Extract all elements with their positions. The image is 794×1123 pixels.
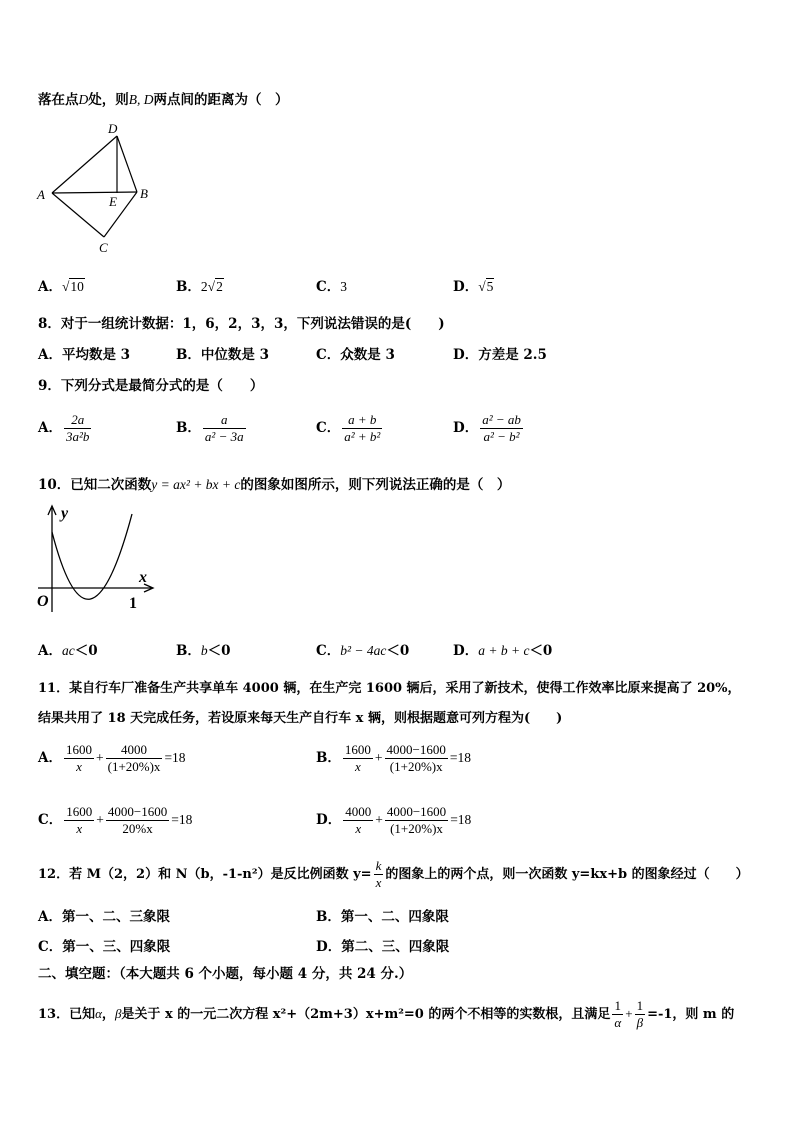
q10-option-c[interactable] [316, 639, 409, 659]
q9-stem: 9．下列分式是最简分式的是（ ） [38, 378, 264, 394]
option-text: A．第一、二、三象限 [38, 909, 170, 925]
q12-option-a[interactable] [38, 905, 170, 925]
numerator: 1 [636, 998, 644, 1013]
numerator: 2a [64, 412, 91, 429]
q8-stem: 8．对于一组统计数据：1，6，2，3，3，下列说法错误的是( ) [38, 316, 445, 332]
graph-label-one: 1 [129, 595, 137, 612]
q11-stem-line1: 11．某自行车厂准备生产共享单车 4000 辆，在生产完 1600 辆后，采用了新技术，使得工作效率比原来提高了 20%， [38, 681, 741, 696]
denominator: (1+20%)x [107, 759, 161, 774]
option-expression: ac [61, 643, 75, 658]
q10-text-a: 10．已知二次函数 [38, 477, 152, 493]
option-expression: b² − 4ac [340, 643, 387, 658]
radicand: 10 [70, 279, 84, 294]
numerator: a + b [342, 412, 382, 429]
q11-option-d[interactable]: D． $\frac{4000}{x}$ + $\frac{4000-1600}{(1+20\%)x}$ =18 [316, 804, 472, 836]
q8-option-d[interactable] [453, 343, 547, 363]
option-letter: A． [38, 420, 62, 436]
q13-text-a: 13．已知 [38, 1007, 96, 1022]
numerator: 1600 [65, 742, 92, 757]
denominator: x [76, 759, 82, 774]
option-relation: ＜0 [529, 643, 553, 659]
q8-option-a[interactable] [38, 343, 130, 363]
q9-option-c[interactable] [316, 412, 384, 445]
option-letter: A． [38, 750, 62, 766]
option-text: D．方差是 2.5 [453, 347, 547, 363]
denominator: 3a²b [65, 429, 90, 444]
numerator: 4000−1600 [386, 804, 447, 819]
denominator: β [636, 1015, 644, 1030]
q13-stem [38, 998, 734, 1031]
numerator: 1600 [344, 742, 371, 757]
option-letter: C． [316, 643, 341, 659]
option-rhs: =18 [450, 812, 472, 827]
denominator: x [76, 821, 83, 836]
option-text: B．第一、二、四象限 [316, 909, 449, 925]
graph-label-origin: O [37, 593, 49, 610]
option-letter: B． [316, 750, 341, 766]
graph-label-x: x [139, 569, 147, 586]
q13-comma: ， [101, 1007, 115, 1022]
fig-label-c: C [99, 240, 108, 255]
q11-stem-line2: 结果共用了 18 天完成任务，若设原来每天生产自行车 x 辆，则根据题意可列方程为( ) [38, 711, 563, 726]
q13-text-c: =-1，则 m 的 [647, 1007, 735, 1022]
q7-option-a[interactable]: A．√10 [38, 279, 84, 295]
numerator: 4000−1600 [107, 804, 168, 819]
q8-option-c[interactable] [316, 343, 395, 363]
denominator: x [375, 875, 382, 890]
numerator: 4000−1600 [386, 742, 446, 757]
option-letter: A． [38, 279, 62, 295]
q8-option-b[interactable] [176, 343, 269, 363]
option-letter: B． [176, 279, 201, 295]
numerator: a [203, 412, 246, 429]
q7-point-d: D [78, 92, 89, 107]
q11-option-a[interactable]: A． $\frac{1600}{x}$ + $\frac{4000}{(1+20\%)x}$ =18 [38, 742, 186, 774]
numerator: 1 [612, 998, 623, 1015]
denominator: a² − 3a [204, 429, 244, 444]
option-expression: b [200, 643, 208, 658]
q7-option-d[interactable]: D．√5 [453, 279, 494, 295]
q9-option-b[interactable] [176, 412, 248, 445]
option-letter: C． [316, 279, 341, 295]
option-letter: B． [176, 643, 201, 659]
q12-option-b[interactable] [316, 905, 449, 925]
q10-stem [38, 473, 510, 493]
option-letter: B． [176, 420, 201, 436]
radicand: 5 [486, 279, 494, 294]
q12-text-a: 12．若 M（2，2）和 N（b，-1-n²）是反比例函数 y= [38, 867, 372, 882]
option-text: A．平均数是 3 [38, 347, 131, 363]
q10-option-a[interactable] [38, 639, 98, 659]
denominator: x [355, 821, 362, 836]
option-rhs: =18 [164, 750, 186, 765]
option-text: C．众数是 3 [316, 347, 395, 363]
denominator: a² − b² [483, 429, 520, 444]
option-relation: ＜0 [207, 643, 231, 659]
q10-graph [34, 500, 164, 620]
option-rhs: =18 [449, 750, 472, 765]
q11-option-c[interactable]: C． $\frac{1600}{x}$ + $\frac{4000-1600}{20\%x}$ =18 [38, 804, 193, 836]
q12-option-d[interactable] [316, 935, 449, 955]
numerator: 1600 [66, 804, 93, 819]
q10-text-b: 的图象如图所示，则下列说法正确的是（ ） [240, 477, 511, 493]
graph-label-y: y [61, 505, 69, 522]
q13-plus: + [625, 1006, 633, 1021]
denominator: 20%x [122, 821, 153, 836]
option-relation: ＜0 [74, 643, 98, 659]
option-letter: A． [38, 643, 62, 659]
option-rhs: =18 [171, 812, 193, 827]
q7-text-c: 两点间的距离为（ ） [153, 92, 289, 108]
q12-stem [38, 858, 749, 891]
option-letter: D． [453, 420, 479, 436]
q12-option-c[interactable] [38, 935, 170, 955]
q9-option-d[interactable] [453, 412, 525, 445]
q11-option-b[interactable]: B． $\frac{1600}{x}$ + $\frac{4000-1600}{(1+20\%)x}$ =18 [316, 742, 472, 774]
q13-alpha: α [95, 1006, 102, 1021]
numerator: k [375, 858, 382, 873]
fig-label-b: B [140, 186, 148, 201]
option-text: D．第二、三、四象限 [316, 939, 450, 955]
q13-beta: β [114, 1006, 122, 1021]
option-value: 3 [340, 279, 347, 294]
q13-text-b: 是关于 x 的一元二次方程 x²+（2m+3）x+m²=0 的两个不相等的实数根，且满足 [121, 1007, 611, 1022]
q10-option-b[interactable] [176, 639, 231, 659]
q7-option-b[interactable]: B．2√2 [176, 279, 223, 295]
q7-points-bd: B, D [128, 92, 154, 107]
q9-option-a[interactable] [38, 412, 93, 445]
radicand: 2 [216, 279, 223, 294]
option-letter: D． [316, 812, 342, 828]
q12-text-b: 的图象上的两个点，则一次函数 y=kx+b 的图象经过（ ） [385, 867, 749, 882]
q7-figure [32, 118, 162, 258]
fig-label-a: A [37, 187, 45, 202]
q10-option-d[interactable] [453, 639, 552, 659]
q10-formula: y = ax² + bx + c [151, 477, 241, 492]
option-expression: a + b + c [478, 643, 530, 658]
numerator: 4000 [345, 804, 372, 819]
q7-option-c[interactable] [316, 275, 347, 295]
option-relation: ＜0 [386, 643, 410, 659]
q7-stem [38, 88, 289, 108]
option-text: B．中位数是 3 [176, 347, 270, 363]
option-text: C．第一、三、四象限 [38, 939, 171, 955]
coefficient: 2 [200, 279, 208, 294]
denominator: α [614, 1015, 622, 1030]
denominator: x [355, 759, 361, 774]
q7-text-b: 处，则 [88, 92, 129, 108]
option-letter: C． [38, 812, 63, 828]
fig-label-e: E [109, 194, 117, 209]
section-heading: 二、填空题：（本大题共 6 个小题，每小题 4 分，共 24 分.） [38, 966, 413, 982]
option-letter: C． [316, 420, 341, 436]
q7-text-a: 落在点 [38, 92, 79, 108]
numerator: 4000 [106, 742, 163, 759]
numerator: a² − ab [482, 412, 521, 427]
denominator: (1+20%)x [389, 759, 443, 774]
denominator: (1+20%)x [390, 821, 443, 836]
fig-label-d: D [108, 121, 118, 136]
denominator: a² + b² [344, 429, 381, 444]
option-letter: D． [453, 643, 479, 659]
option-letter: D． [453, 279, 479, 295]
